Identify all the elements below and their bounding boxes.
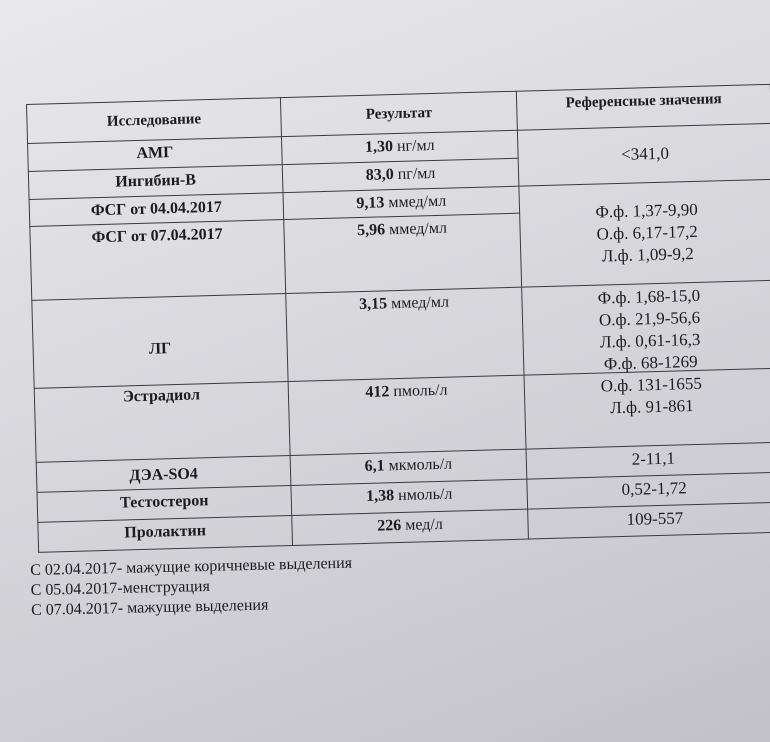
study-name: Ингибин-В	[28, 165, 283, 200]
study-name: АМГ	[28, 137, 283, 172]
notes-block	[30, 554, 353, 621]
study-name: Эстрадиол	[34, 382, 290, 463]
result-unit: ммед/мл	[388, 219, 448, 239]
note-line: С 05.04.2017-менструация	[30, 577, 211, 599]
result-unit: нг/мл	[396, 136, 435, 155]
study-name: ФСГ от 07.04.2017	[30, 220, 286, 301]
result-unit: нмоль/л	[397, 485, 453, 505]
reference-line: Л.ф. 91-861	[609, 396, 694, 418]
result-cell	[284, 213, 522, 293]
result-value: 3,15	[358, 295, 388, 314]
note-line: С 02.04.2017- мажущие коричневые выделения	[30, 554, 353, 579]
result-value: 1,30	[364, 138, 394, 156]
note-line: С 07.04.2017- мажущие выделения	[30, 596, 269, 619]
study-name: ФСГ от 04.04.2017	[29, 193, 284, 227]
result-unit: пг/мл	[397, 164, 436, 183]
reference-line: Ф.ф. 1,68-15,0	[597, 285, 701, 308]
results-sheet	[26, 84, 770, 553]
reference-cell	[524, 351, 770, 449]
header-study: Исследование	[27, 98, 282, 144]
result-unit: мкмоль/л	[388, 455, 453, 475]
result-value: 83,0	[365, 166, 394, 184]
reference-line: Ф.ф. 1,37-9,90	[595, 199, 699, 222]
reference-line: О.ф. 21,9-56,6	[598, 307, 701, 330]
reference-line: О.ф. 131-1655	[600, 373, 703, 396]
result-unit: ммед/мл	[388, 192, 447, 212]
result-value: 5,96	[356, 221, 386, 240]
result-value: 1,38	[365, 487, 395, 505]
reference-cell	[528, 502, 770, 539]
reference-line: Л.ф. 0,61-16,3	[599, 329, 701, 352]
result-unit: пмоль/л	[393, 381, 448, 401]
reference-line: Л.ф. 1,09-9,2	[601, 243, 695, 265]
reference-line: <341,0	[620, 143, 670, 164]
header-result: Результат	[280, 91, 517, 136]
study-name: Пролактин	[38, 515, 293, 552]
results-table	[26, 84, 770, 553]
reference-line: 109-557	[626, 508, 684, 529]
reference-line: 0,52-1,72	[621, 478, 687, 500]
result-cell	[286, 287, 524, 381]
header-reference: Референсные значения	[516, 84, 770, 130]
study-name: ДЭА-SO4	[36, 455, 291, 492]
result-value: 226	[377, 517, 402, 535]
result-unit: ммед/мл	[390, 293, 450, 313]
result-value: 6,1	[364, 457, 385, 475]
reference-line: О.ф. 6,17-17,2	[596, 221, 699, 244]
result-cell	[292, 509, 529, 545]
reference-line: 2-11,1	[631, 448, 676, 469]
reference-cell	[520, 199, 770, 287]
study-name: Тестостерон	[37, 485, 292, 522]
result-cell	[288, 375, 526, 455]
result-value: 9,13	[356, 194, 385, 213]
reference-line: Ф.ф. 68-1269	[603, 351, 698, 374]
result-value: 412	[365, 383, 390, 401]
study-name: ЛГ	[32, 294, 288, 389]
result-unit: мед/л	[405, 515, 444, 534]
